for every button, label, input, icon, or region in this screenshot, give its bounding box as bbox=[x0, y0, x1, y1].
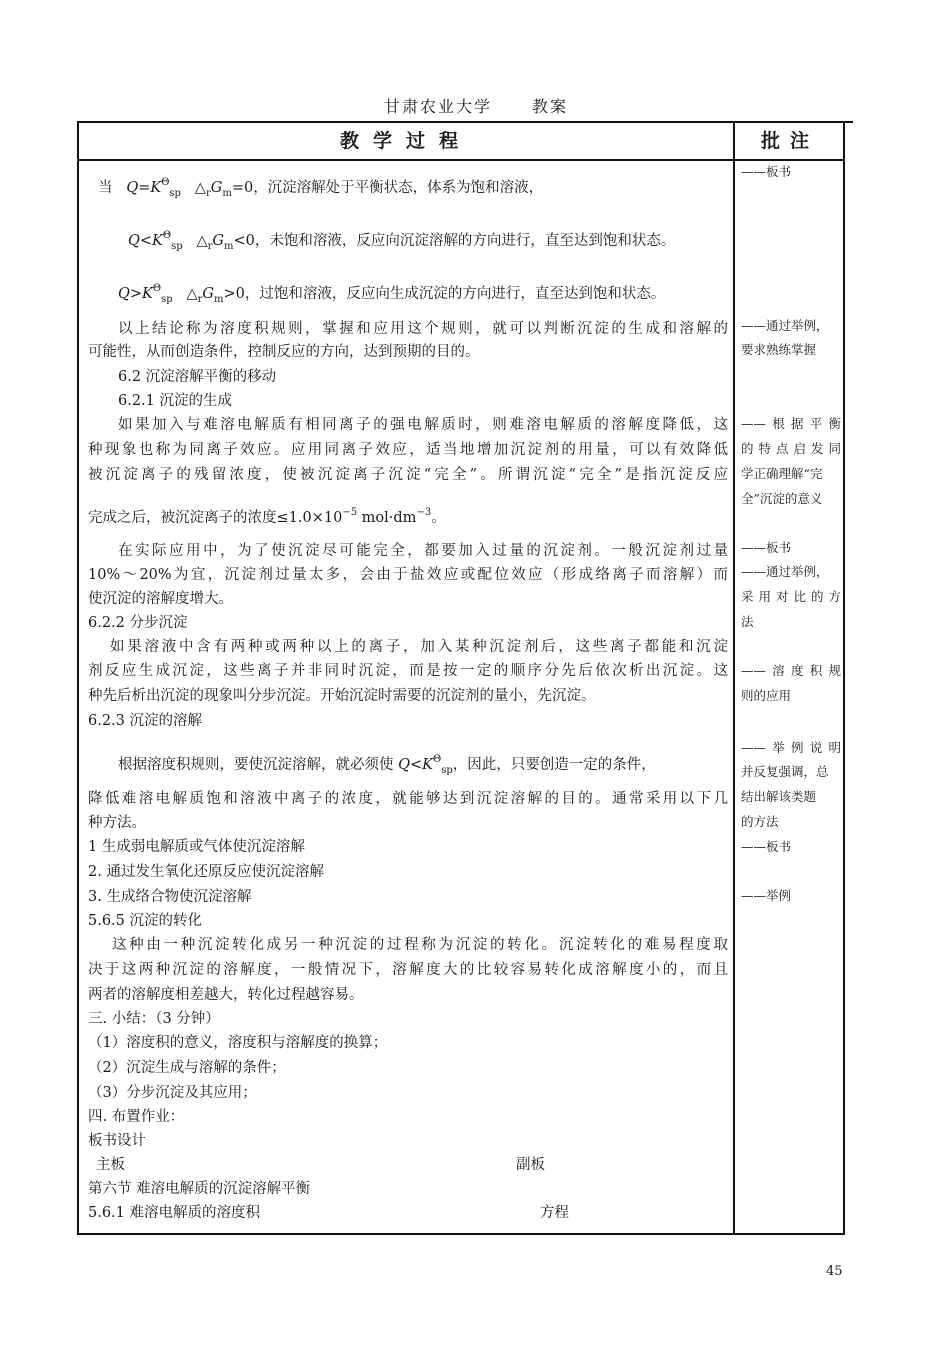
paragraph-line: 完成之后，被沉淀离子的浓度$\le 1.0\times 10^{-5}$ $mol\cdot dm^{-3}$。 bbox=[88, 507, 446, 526]
section-heading-6-2-1: 6.2.1 沉淀的生成 bbox=[118, 393, 233, 409]
lesson-table bbox=[77, 121, 845, 1235]
method-item-2: 2. 通过发生氧化还原反应使沉淀溶解 bbox=[88, 864, 324, 880]
board-design-heading: 板书设计 bbox=[88, 1133, 146, 1149]
annotation: 学正确理解“完 bbox=[741, 466, 823, 481]
sub-board-label: 副板 bbox=[516, 1157, 545, 1173]
summary-item: （2）沉淀生成与溶解的条件； bbox=[88, 1060, 286, 1076]
header-divider bbox=[79, 159, 843, 161]
equation-supersaturated: $Q>K^\Theta_{sp}$ $\triangle_rG_m>0$，过饱和溶液，反应向生成沉淀的方向进行，直至达到饱和状态。 bbox=[118, 283, 666, 305]
equation-unsaturated: $Q<K^\Theta_{sp}$ $\triangle_rG_m<0$，未饱和溶液，反应向沉淀溶解的方向进行，直至达到饱和状态。 bbox=[128, 230, 676, 252]
paragraph-line: 可能性，从而创造条件，控制反应的方向，达到预期的目的。 bbox=[88, 344, 480, 360]
column-divider bbox=[733, 123, 735, 1233]
homework-heading: 四. 布置作业： bbox=[88, 1109, 185, 1125]
annotation: 的方法 bbox=[741, 814, 779, 829]
main-board-label: 主板 bbox=[96, 1157, 125, 1173]
paragraph-line: 10%～20%为宜，沉淀剂过量太多，会由于盐效应或配位效应（形成络离子而溶解）而 bbox=[88, 567, 728, 583]
annotation: 采用对比的方 bbox=[741, 589, 841, 604]
paragraph-line: 如果加入与难溶电解质有相同离子的强电解质时，则难溶电解质的溶解度降低，这 bbox=[118, 417, 728, 433]
paragraph-line: 如果溶液中含有两种或两种以上的离子，加入某种沉淀剂后，这些离子都能和沉淀 bbox=[110, 639, 728, 655]
paragraph-line: 种方法。 bbox=[88, 815, 146, 831]
column-header-main: 教学过程 bbox=[339, 130, 472, 152]
paragraph-line: 两者的溶解度相差越大，转化过程越容易。 bbox=[88, 987, 364, 1003]
paragraph-line: 降低难溶电解质饱和溶液中离子的浓度，就能够达到沉淀溶解的目的。通常采用以下几 bbox=[88, 791, 728, 807]
annotation: ——板书 bbox=[741, 164, 792, 179]
annotation: ——举例 bbox=[741, 888, 792, 903]
section-heading-6-2: 6.2 沉淀溶解平衡的移动 bbox=[118, 369, 277, 385]
annotation: 法 bbox=[741, 614, 754, 629]
summary-item: （3）分步沉淀及其应用； bbox=[88, 1085, 257, 1101]
annotation: 结出解该类题 bbox=[741, 789, 817, 804]
doc-type: 教案 bbox=[532, 97, 569, 116]
annotation: ——根据平衡 bbox=[741, 416, 841, 431]
annotation: ——通过举例， bbox=[741, 564, 829, 579]
paragraph-line: 以上结论称为溶度积规则，掌握和应用这个规则，就可以判断沉淀的生成和溶解的 bbox=[118, 321, 728, 337]
annotation: ——板书 bbox=[741, 839, 792, 854]
paragraph-line: 被沉淀离子的残留浓度，使被沉淀离子沉淀“完全”。所谓沉淀“完全”是指沉淀反应 bbox=[88, 467, 728, 483]
section-heading-6-2-2: 6.2.2 分步沉淀 bbox=[88, 615, 188, 631]
method-item-1: 1 生成弱电解质或气体使沉淀溶解 bbox=[88, 839, 305, 855]
annotation: 要求熟练掌握 bbox=[741, 342, 817, 357]
equation-saturated: 当 $Q=K^\Theta_{sp}$ $\triangle_rG_m=0$，沉淀溶解处于平衡状态，体系为饱和溶液， bbox=[98, 177, 544, 199]
annotation: 并反复强调，总 bbox=[741, 764, 829, 779]
section-heading-5-6-5: 5.6.5 沉淀的转化 bbox=[88, 913, 203, 929]
page-header bbox=[0, 94, 952, 117]
annotation: 的特点启发同 bbox=[741, 441, 841, 456]
annotation: 则的应用 bbox=[741, 688, 792, 703]
paragraph-line: 决于这两种沉淀的溶解度，一般情况下，溶解度大的比较容易转化成溶解度小的，而且 bbox=[88, 962, 728, 978]
column-header-notes: 批注 bbox=[760, 130, 819, 152]
paragraph-line: 根据溶度积规则，要使沉淀溶解，就必须使 $Q<K^\Theta_{sp}$，因此，只要创造一定的条件， bbox=[118, 754, 656, 776]
paragraph-line: 种先后析出沉淀的现象叫分步沉淀。开始沉淀时需要的沉淀剂的量小，先沉淀。 bbox=[88, 688, 596, 704]
annotation: ——板书 bbox=[741, 540, 792, 555]
paragraph-line: 使沉淀的溶解度增大。 bbox=[88, 591, 233, 607]
page-number: 45 bbox=[826, 1264, 843, 1279]
section-heading-6-2-3: 6.2.3 沉淀的溶解 bbox=[88, 713, 203, 729]
paragraph-line: 剂反应生成沉淀，这些离子并非同时沉淀，而是按一定的顺序分先后依次析出沉淀。这 bbox=[88, 663, 728, 679]
paragraph-line: 种现象也称为同离子效应。应用同离子效应，适当地增加沉淀剂的用量，可以有效降低 bbox=[88, 442, 728, 458]
annotation: ——溶度积规 bbox=[741, 663, 841, 678]
board-sub-item: 方程 bbox=[540, 1205, 569, 1221]
school-name: 甘肃农业大学 bbox=[383, 97, 492, 116]
summary-item: （1）溶度积的意义，溶度积与溶解度的换算； bbox=[88, 1035, 388, 1051]
paragraph-line: 在实际应用中，为了使沉淀尽可能完全，都要加入过量的沉淀剂。一般沉淀剂过量 bbox=[118, 543, 728, 559]
method-item-3: 3. 生成络合物使沉淀溶解 bbox=[88, 889, 252, 905]
summary-heading: 三. 小结：（3 分钟） bbox=[88, 1011, 220, 1027]
board-section-title: 第六节 难溶电解质的沉淀溶解平衡 bbox=[88, 1181, 311, 1197]
annotation: ——举例说明 bbox=[741, 740, 841, 755]
paragraph-line: 这种由一种沉淀转化成另一种沉淀的过程称为沉淀的转化。沉淀转化的难易程度取 bbox=[112, 937, 728, 953]
annotation: ——通过举例， bbox=[741, 318, 829, 333]
board-item: 5.6.1 难溶电解质的溶度积 bbox=[88, 1205, 261, 1221]
annotation: 全”沉淀的意义 bbox=[741, 491, 823, 506]
